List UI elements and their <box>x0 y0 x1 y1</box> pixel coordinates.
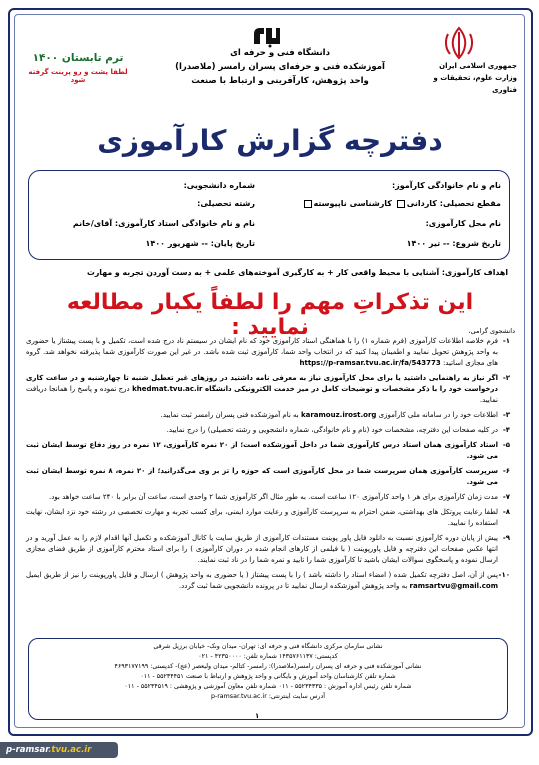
important-notice: این تذکراتِ مهم را لطفاً یکبار مطالعه نمایید : <box>66 290 474 340</box>
ministry-name: وزارت علوم، تحقیقات و فناوری <box>433 74 517 94</box>
item-number: ۱۰- <box>498 571 510 579</box>
page-title: دفترچه گزارش کارآموزی <box>97 124 443 157</box>
salutation: دانشجوی گرامی، <box>468 327 515 335</box>
term-box <box>26 52 130 84</box>
level-field <box>302 199 501 208</box>
item-number: ۵- <box>502 441 510 449</box>
list-item <box>26 570 510 592</box>
end-date-label: تاریخ پایان: -- شهریور ۱۴۰۰ <box>145 239 255 248</box>
item-text: پس از آن، اصل دفترچه تکمیل شده ( امضاء استاد را داشته باشد ) را با پست پیشتاز ( یا حضوری به واحد پژوهش ) ارسال و فایل پاورپوینت را نیز از طریق ایمیل <box>26 571 498 579</box>
contact-footer <box>28 638 508 720</box>
item-number: ۷- <box>502 493 510 501</box>
list-item <box>26 410 510 421</box>
list-item <box>26 533 510 566</box>
item-text: اطلاعات خود را در سامانه ملی کارآموزی <box>378 411 498 419</box>
instructions-list <box>26 336 510 596</box>
item-text: لطفا رعایت پروتکل های بهداشتی، ضمن احترام به سرپرست کارآموزی و رعایت موارد ایمنی، برای کسب تجربه و مهارت تخصصی در رشته خود نزد ایشان، نهایت استفاده را نمایید. <box>26 508 498 527</box>
iran-emblem-icon <box>440 26 478 60</box>
item-text: اگر نیاز به راهنمایی داشتید یا برای محل کارآموزی نیاز به معرفی نامه داشتید در روزهای غیر تعطیل شنبه تا چهارشنبه و در ساعت کاری درخواست خود را با ذکر مشخصات و توضیحات کامل در میز خدمت الکترونیکی دانشگاه <box>26 374 499 393</box>
website-line[interactable]: آدرس سایت اینترنتی: p-ramsar.tvu.ac.ir <box>210 693 326 700</box>
level-option-associate[interactable] <box>395 199 437 208</box>
item-text: پیش از پایان دوره کارآموزی نسبت به دانلود فایل پاور پوینت مستندات کارآموزی از طریق سایت یا کانال آموزشکده و تکمیل آنها اقدام لازم را به عمل آورید و در انتها عکس صفحات این دفترچه و فایل پاورپوینت ( با فیلمی از کارهای انجام شده در دوران کارآموزی ) را برای استاد محترم کارآموزی از طریق فضای مجازی ارسال نموده و پاسخگوی سوالات ایشان باشید تا کارآموزی شما را تایید و نمره شما را در ناد ثبت نمایند. <box>26 534 498 564</box>
karamouz-link[interactable]: karamouz.irost.org <box>300 411 377 419</box>
internship-goals: اهداف کارآموزی: آشنایی با محیط واقعی کار + به کارگیری آموخته‌های علمی + به دست آوردن تجربه و مهارت <box>86 268 508 277</box>
unit-name: واحد پژوهش، کارآفرینی و ارتباط با صنعت <box>191 76 369 86</box>
student-number-label: شماره دانشجویی: <box>183 181 255 190</box>
student-info-box <box>28 170 510 260</box>
level-option-bachelor-label: کارشناسی ناپیوسته <box>313 199 392 208</box>
start-date-label: تاریخ شروع: -- تیر ۱۴۰۰ <box>406 239 501 248</box>
item-number: ۸- <box>502 508 510 516</box>
item-text: استاد کارآموزی همان استاد درس کارآموزی شما در داخل آموزشکده است؛ از ۲۰ نمره کارآموزی، ۱۲ نمره در روز دفاع توسط ایشان ثبت می شود. <box>26 441 498 460</box>
supervisor-label: نام و نام خانوادگی استاد کارآموزی: آقای/خانم <box>72 219 255 228</box>
watermark-text: p-ramsar <box>6 745 49 755</box>
level-option-bachelor[interactable] <box>302 199 392 208</box>
institution-header <box>140 46 420 88</box>
term-label: ترم تابستان ۱۴۰۰ <box>32 52 124 64</box>
page-number: ۱ <box>255 712 260 720</box>
checkbox-icon <box>304 200 312 208</box>
footer-line: نشانی سازمان مرکزی دانشگاه فنی و حرفه ای: تهران- میدان ونک- خیابان برزیل شرقی <box>153 643 383 650</box>
internship-place-label: نام محل کارآموزی: <box>425 219 501 228</box>
email-link[interactable]: ramsartvu@gmail.com <box>409 582 498 590</box>
checkbox-icon <box>397 200 405 208</box>
list-item <box>26 466 510 488</box>
footer-line: شماره تلفن رئیس اداره آموزش : ۵۵۲۳۴۳۳۵ - ۰۱۱ شماره تلفن معاون آموزشی و پژوهشی : ۵۵۲۳۴۵۱۹ - ۰۱۱ <box>124 683 412 690</box>
item-text: فرم خلاصه اطلاعات کارآموزی (فرم شماره ۱) را با هماهنگی استاد کارآموزی خود که نام ایشان در سیستم ناد درج شده است، تکمیل و با پست پیشتاز یا حضوری به واحد پژوهش تحویل نمایید و اطمینان پیدا کنید که در انتخاب واحد شما، کارآموزی ثبت شده باشد. در غیر این صورت کارآموزی شما پذیرفته نخواهد شد. گروه های مجازی اساتید: <box>26 337 498 367</box>
college-name: آموزشکده فنی و حرفه‌ای پسران رامسر (ملاصدرا) <box>175 62 385 72</box>
item-number: ۴- <box>502 426 510 434</box>
site-watermark <box>0 742 118 758</box>
print-note: لطفا پشت و رو پرینت گرفته شود <box>28 68 128 84</box>
level-option-associate-label: کاردانی <box>406 199 437 208</box>
university-logo-icon <box>250 24 284 48</box>
item-text: مدت زمان کارآموزی برای هر ۱ واحد کارآموزی ۱۲۰ ساعت است. به طور مثال اگر کارآموزی شما ۲ واحدی است، ساعت آن برابر با ۲۴۰ ساعت خواهد بود. <box>48 493 498 501</box>
field-of-study-label: رشته تحصیلی: <box>197 199 255 208</box>
list-item <box>26 336 510 369</box>
university-name: دانشگاه فنی و حرفه ای <box>230 48 330 58</box>
item-number: ۹- <box>502 534 510 542</box>
footer-line: شماره تلفن کارشناسان واحد آموزش و بایگانی و واحد پژوهش و ارتباط با صنعت ۵۵۲۳۴۴۵۱ - ۰۱۱ <box>140 673 396 680</box>
faculty-groups-link[interactable]: https://p-ramsar.tvu.ac.ir/fa/543773 <box>299 359 441 367</box>
item-text: در کلیه صفحات این دفترچه، مشخصات خود (نام و نام خانوادگی، شماره دانشجویی و رشته تحصیلی) را درج نمایید. <box>166 426 498 434</box>
list-item <box>26 507 510 529</box>
item-number: ۲- <box>502 374 510 382</box>
level-label: مقطع تحصیلی: <box>439 199 501 208</box>
footer-line: نشانی آموزشکده فنی و حرفه ای پسران رامسر(ملاصدرا): رامسر- کتالم- میدان ولیعصر (عج)- کدپستی: ۴۶۹۳۱۷۷۱۹۹ <box>114 663 422 670</box>
service-desk-link[interactable]: khedmat.tvu.ac.ir <box>132 385 203 393</box>
list-item <box>26 373 510 406</box>
watermark-domain: .tvu.ac.ir <box>48 745 92 755</box>
list-item <box>26 440 510 462</box>
list-item <box>26 492 510 503</box>
name-field-label: نام و نام خانوادگی کارآموز: <box>391 181 501 190</box>
footer-line: کدپستی: ۱۴۳۵۷۶۱۱۳۷ شماره تلفن: ۴۲۳۵۰۰۰۰ - ۰۲۱ <box>198 653 338 660</box>
item-number: ۱- <box>502 337 510 345</box>
item-text: سرپرست کارآموزی همان سرپرست شما در محل کارآموزی است که حوزه را تز بر وی می‌گذرانید؛ از ۲۰ نمره، ۸ نمره توسط ایشان ثبت می شود. <box>26 467 498 486</box>
ministry-label <box>407 60 517 96</box>
item-number: ۶- <box>502 467 510 475</box>
item-text: به واحد پژوهش آموزشکده ارسال نمایید تا در پرونده دانشجویی شما ثبت گردد. <box>178 582 408 590</box>
item-text: درج نموده و پاسخ را همانجا دریافت نمایید. <box>26 385 498 404</box>
country-name: جمهوری اسلامی ایران <box>439 62 517 70</box>
item-number: ۳- <box>502 411 510 419</box>
item-text: به نام آموزشکده فنی پسران رامسر ثبت نمایید. <box>160 411 299 419</box>
list-item <box>26 425 510 436</box>
